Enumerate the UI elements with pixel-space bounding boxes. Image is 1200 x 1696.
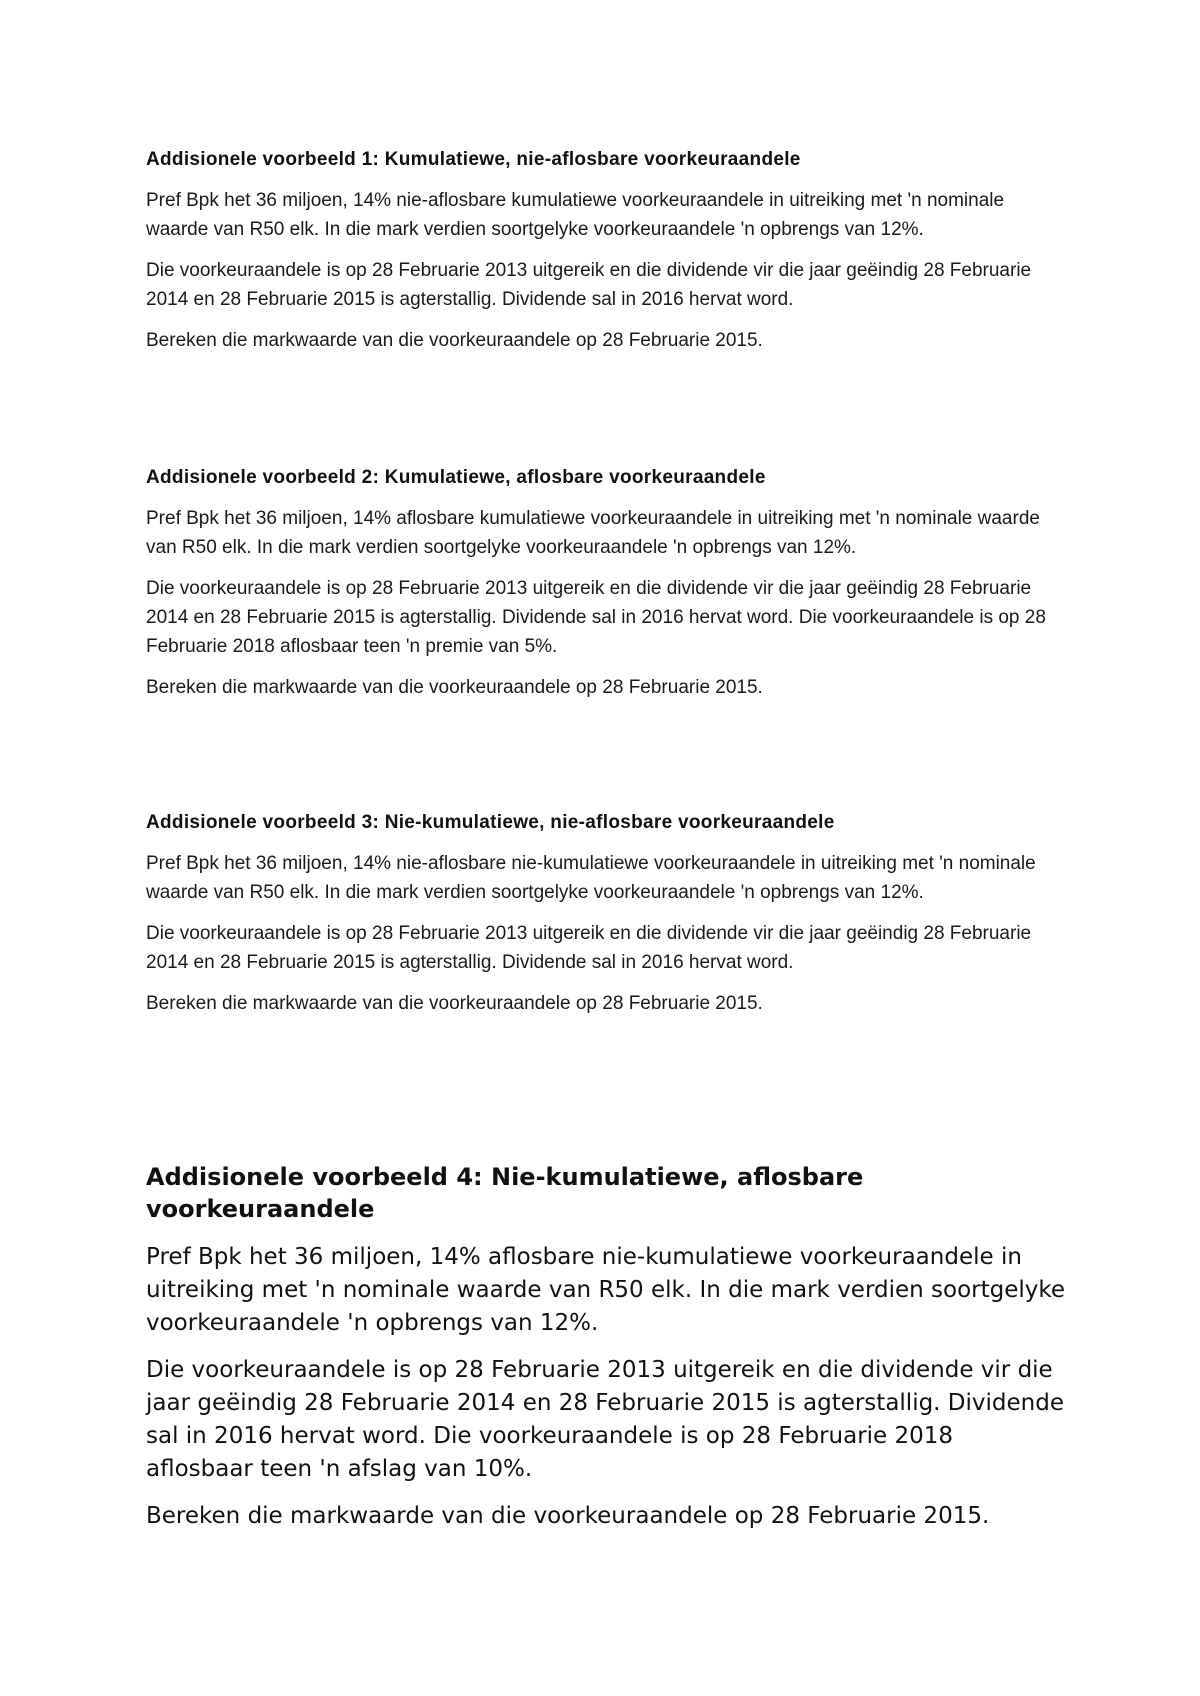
example-4-heading: Addisionele voorbeeld 4: Nie-kumulatiewe, aflosbare voorkeuraandele <box>146 1163 864 1223</box>
example-2-question: Bereken die markwaarde van die voorkeuraandele op 28 Februarie 2015. <box>146 677 763 698</box>
example-2-paragraph-1: Pref Bpk het 36 miljoen, 14% aflosbare kumulatiewe voorkeuraandele in uitreiking met 'n nominale waarde van R50 elk. In die mark verdien soortgelyke voorkeuraandele 'n opbrengs van 12%. <box>146 508 1040 558</box>
example-4 <box>146 1161 1066 1547</box>
example-1 <box>146 148 1066 367</box>
example-2-heading: Addisionele voorbeeld 2: Kumulatiewe, aflosbare voorkeuraandele <box>146 467 766 488</box>
example-4-paragraph-1: Pref Bpk het 36 miljoen, 14% aflosbare nie-kumulatiewe voorkeuraandele in uitreiking met 'n nominale waarde van R50 elk. In die mark verdien soortgelyke voorkeuraandele 'n opbrengs van 12%. <box>146 1244 1066 1336</box>
example-1-paragraph-2: Die voorkeuraandele is op 28 Februarie 2013 uitgereik en die dividende vir die jaar geëindig 28 Februarie 2014 en 28 Februarie 2015 is agterstallig. Dividende sal in 2016 hervat word. <box>146 260 1032 310</box>
example-1-paragraph-1: Pref Bpk het 36 miljoen, 14% nie-aflosbare kumulatiewe voorkeuraandele in uitreiking met 'n nominale waarde van R50 elk. In die mark verdien soortgelyke voorkeuraandele 'n opbrengs van 12%. <box>146 190 1005 240</box>
example-2-paragraph-2: Die voorkeuraandele is op 28 Februarie 2013 uitgereik en die dividende vir die jaar geëindig 28 Februarie 2014 en 28 Februarie 2015 is agterstallig. Dividende sal in 2016 hervat word. Die voorkeuraandele is op 28 Februarie 2018 aflosbaar teen 'n premie van 5%. <box>146 578 1046 657</box>
example-3-heading: Addisionele voorbeeld 3: Nie-kumulatiewe, nie-aflosbare voorkeuraandele <box>146 812 835 833</box>
example-3-paragraph-2: Die voorkeuraandele is op 28 Februarie 2013 uitgereik en die dividende vir die jaar geëindig 28 Februarie 2014 en 28 Februarie 2015 is agterstallig. Dividende sal in 2016 hervat word. <box>146 923 1032 973</box>
example-1-question: Bereken die markwaarde van die voorkeuraandele op 28 Februarie 2015. <box>146 330 763 351</box>
example-3-question: Bereken die markwaarde van die voorkeuraandele op 28 Februarie 2015. <box>146 993 763 1014</box>
example-3-paragraph-1: Pref Bpk het 36 miljoen, 14% nie-aflosbare nie-kumulatiewe voorkeuraandele in uitreiking met 'n nominale waarde van R50 elk. In die mark verdien soortgelyke voorkeuraandele 'n opbrengs van 12%. <box>146 853 1036 903</box>
example-4-paragraph-2: Die voorkeuraandele is op 28 Februarie 2013 uitgereik en die dividende vir die jaar geëindig 28 Februarie 2014 en 28 Februarie 2015 is agterstallig. Dividende sal in 2016 hervat word. Die voorkeuraandele is op 28 Februarie 2018 aflosbaar teen 'n afslag van 10%. <box>146 1357 1064 1482</box>
example-2 <box>146 466 1066 714</box>
example-1-heading: Addisionele voorbeeld 1: Kumulatiewe, nie-aflosbare voorkeuraandele <box>146 149 801 170</box>
example-3 <box>146 811 1066 1030</box>
example-4-question: Bereken die markwaarde van die voorkeuraandele op 28 Februarie 2015. <box>146 1503 990 1529</box>
